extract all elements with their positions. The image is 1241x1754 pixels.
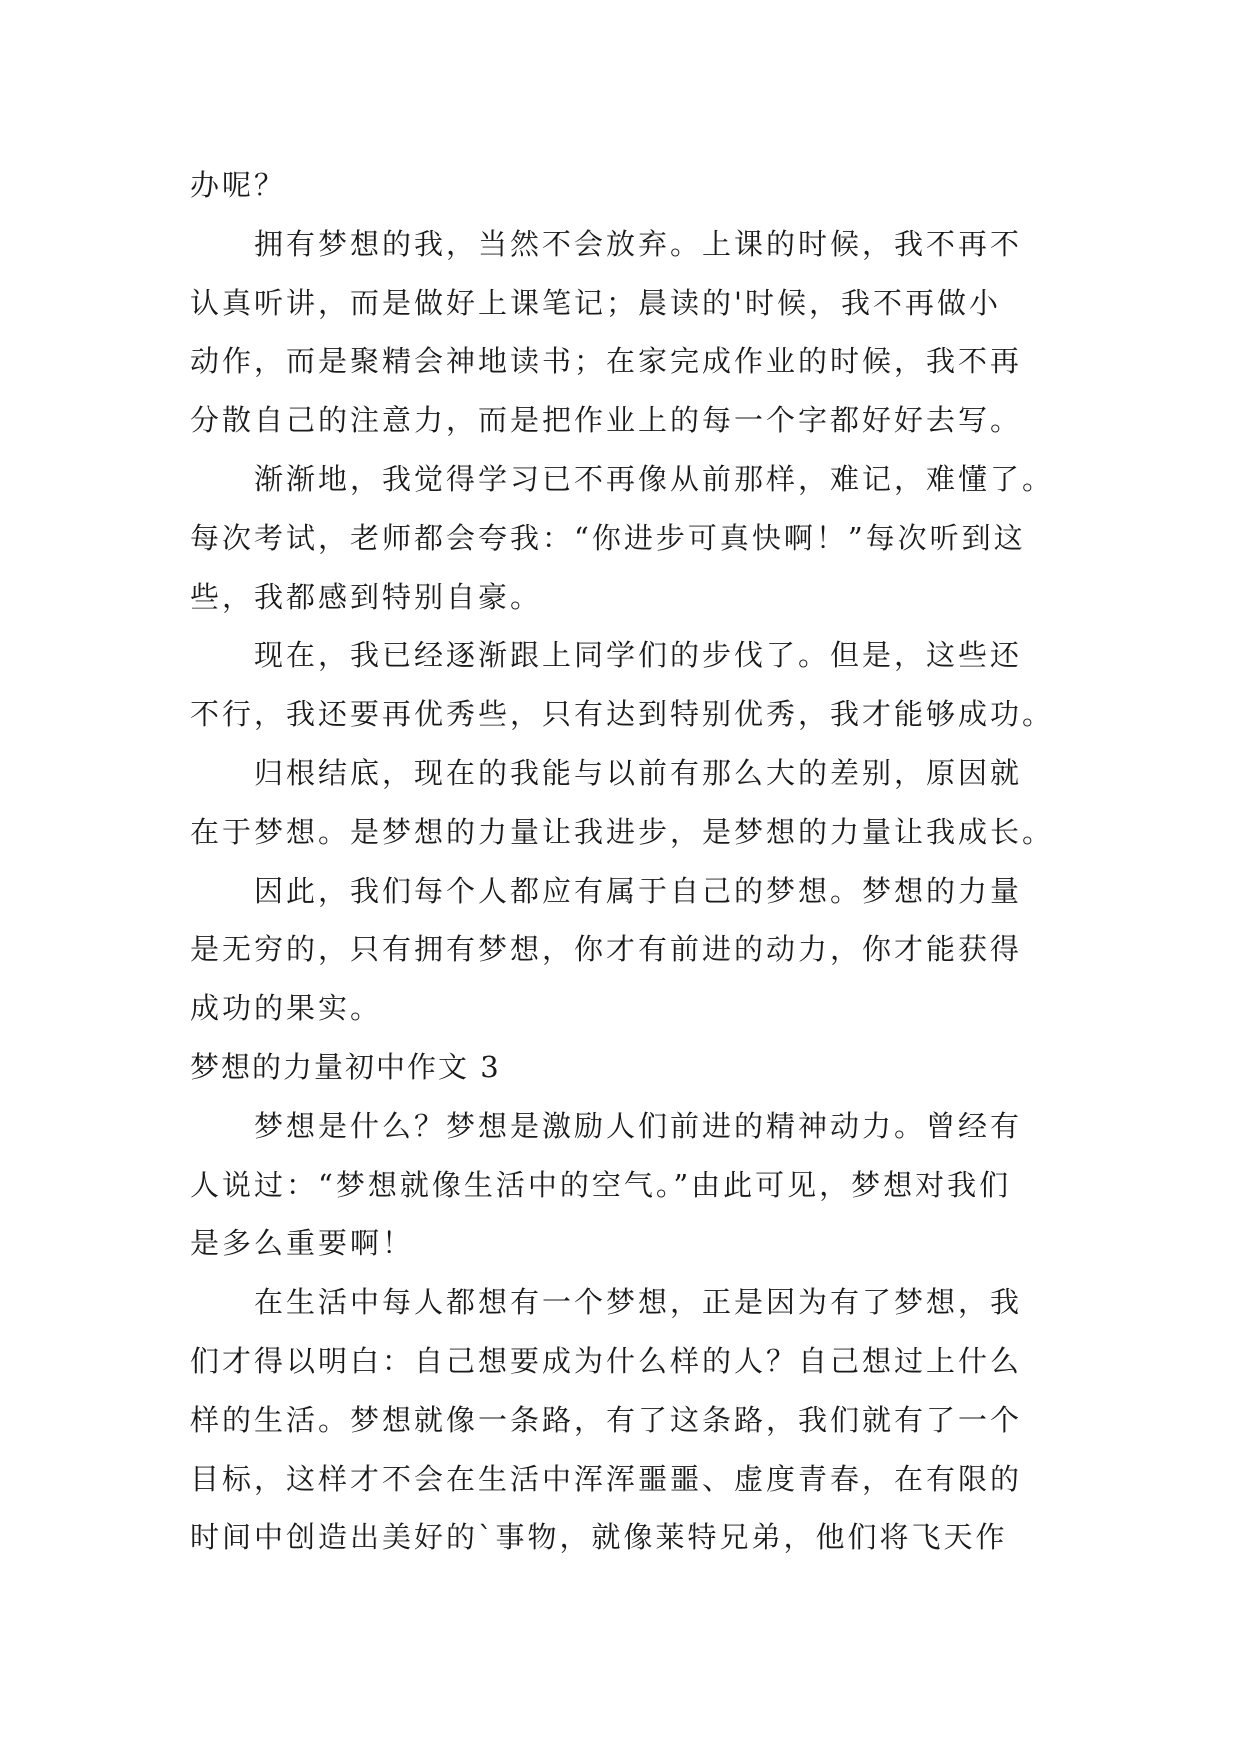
section-heading: 梦想的力量初中作文 3	[190, 1049, 501, 1084]
paragraph-line: 因此，我们每个人都应有属于自己的梦想。梦想的力量	[254, 873, 1023, 908]
paragraph-line: 动作，而是聚精会神地读书；在家完成作业的时候，我不再	[190, 344, 1023, 379]
paragraph-line: 在于梦想。是梦想的力量让我进步，是梦想的力量让我成长。	[190, 814, 1055, 849]
paragraph-line: 目标，这样才不会在生活中浑浑噩噩、虚度青春，在有限的	[190, 1461, 1023, 1496]
paragraph-line: 认真听讲，而是做好上课笔记；晨读的'时候，我不再做小	[190, 285, 1001, 320]
paragraph-line: 是多么重要啊！	[190, 1226, 415, 1261]
paragraph-line: 些，我都感到特别自豪。	[190, 579, 543, 614]
paragraph-line: 渐渐地，我觉得学习已不再像从前那样，难记，难懂了。	[254, 461, 1055, 496]
paragraph-line: 样的生活。梦想就像一条路，有了这条路，我们就有了一个	[190, 1402, 1023, 1437]
paragraph-line: 拥有梦想的我，当然不会放弃。上课的时候，我不再不	[254, 226, 1023, 261]
paragraph-line: 不行，我还要再优秀些，只有达到特别优秀，我才能够成功。	[190, 697, 1055, 732]
paragraph-line: 成功的果实。	[190, 991, 383, 1026]
paragraph-line: 时间中创造出美好的`事物，就像莱特兄弟，他们将飞天作	[190, 1520, 1008, 1555]
paragraph-line: 办呢？	[190, 168, 287, 202]
paragraph-line: 每次考试，老师都会夸我：“你进步可真快啊！”每次听到这	[190, 520, 1026, 555]
paragraph-line: 们才得以明白：自己想要成为什么样的人？自己想过上什么	[190, 1343, 1023, 1378]
paragraph-line: 分散自己的注意力，而是把作业上的每一个字都好好去写。	[190, 403, 1023, 438]
paragraph-line: 归根结底，现在的我能与以前有那么大的差别，原因就	[254, 755, 1023, 790]
paragraph-line: 在生活中每人都想有一个梦想，正是因为有了梦想，我	[254, 1285, 1023, 1320]
paragraph-line: 梦想是什么？梦想是激励人们前进的精神动力。曾经有	[254, 1108, 1023, 1143]
paragraph-line: 是无穷的，只有拥有梦想，你才有前进的动力，你才能获得	[190, 932, 1023, 967]
paragraph-line: 现在，我已经逐渐跟上同学们的步伐了。但是，这些还	[254, 638, 1023, 673]
document-body	[190, 156, 1070, 1567]
paragraph-line: 人说过：“梦想就像生活中的空气。”由此可见，梦想对我们	[190, 1167, 1012, 1202]
